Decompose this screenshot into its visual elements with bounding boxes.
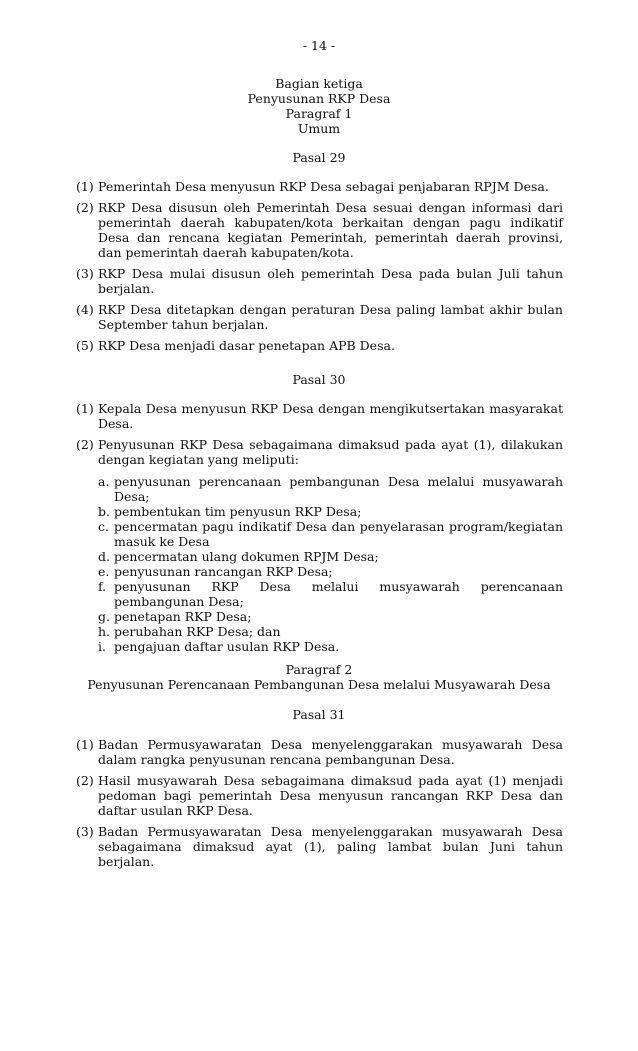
- paragraf-2-heading: [0, 662, 638, 692]
- sub-item: i. pengajuan daftar usulan RKP Desa.: [98, 639, 340, 654]
- page-number: - 14 -: [302, 38, 336, 53]
- bagian-title: Penyusunan RKP Desa: [247, 91, 391, 106]
- list-item: (4) RKP Desa ditetapkan dengan peraturan Desa paling lambat akhir bulan September tahun berjalan.: [76, 302, 563, 332]
- list-item: (2) RKP Desa disusun oleh Pemerintah Desa sesuai dengan informasi dari pemerintah daerah kabupaten/kota berkaitan dengan pagu indikatif Desa dan rencana kegiatan Pemerintah, pemerintah daerah provinsi, dan pemerintah daerah kabupaten/kota.: [76, 200, 563, 260]
- sub-item: g. penetapan RKP Desa;: [98, 609, 252, 624]
- list-item: (2) Hasil musyawarah Desa sebagaimana dimaksud pada ayat (1) menjadi pedoman bagi pemerintah Desa menyusun rancangan RKP Desa dan daftar usulan RKP Desa.: [76, 773, 563, 818]
- paragraf-label: Paragraf 1: [285, 106, 353, 121]
- pasal-29-title: Pasal 29: [292, 150, 346, 165]
- section-heading: [0, 76, 638, 136]
- paragraf-2-title: Penyusunan Perencanaan Pembangunan Desa melalui Musyawarah Desa: [87, 677, 551, 692]
- sub-item: b. pembentukan tim penyusun RKP Desa;: [98, 504, 362, 519]
- list-item: (2) Penyusunan RKP Desa sebagaimana dimaksud pada ayat (1), dilakukan dengan kegiatan yang meliputi: a. penyusunan perencanaan pembangunan Desa melalui musyawarah Desa; b. pembentukan tim penyusun RKP Desa; c. pencermatan pagu indikatif Desa dan penyelarasan program/kegiatan masuk ke Desa d. pencermatan ulang dokumen RPJM Desa; e. penyusunan rancangan RKP Desa; f. penyusunan RKP Desa melalui musyawarah perencanaan pembangunan Desa; g. penetapan RKP Desa; h. perubahan RKP Desa; dan i. pengajuan daftar usulan RKP Desa.: [76, 437, 563, 654]
- sub-item: c. pencermatan pagu indikatif Desa dan penyelarasan program/kegiatan masuk ke Desa: [98, 519, 563, 549]
- list-item: (3) Badan Permusyawaratan Desa menyelenggarakan musyawarah Desa sebagaimana dimaksud ayat (1), paling lambat bulan Juni tahun berjalan.: [76, 824, 563, 869]
- sub-item: f. penyusunan RKP Desa melalui musyawarah perencanaan pembangunan Desa;: [98, 579, 563, 609]
- pasal-30-title: Pasal 30: [292, 372, 346, 387]
- sub-list: [98, 474, 563, 654]
- pasal-31-items: [76, 737, 563, 875]
- list-item: (3) RKP Desa mulai disusun oleh pemerintah Desa pada bulan Juli tahun berjalan.: [76, 266, 563, 296]
- pasal-30-items: [76, 401, 563, 660]
- sub-item: e. penyusunan rancangan RKP Desa;: [98, 564, 333, 579]
- sub-item: a. penyusunan perencanaan pembangunan Desa melalui musyawarah Desa;: [98, 474, 563, 504]
- sub-item: h. perubahan RKP Desa; dan: [98, 624, 281, 639]
- pasal-31-title: Pasal 31: [292, 707, 346, 722]
- paragraf-2-label: Paragraf 2: [285, 662, 353, 677]
- bagian-label: Bagian ketiga: [275, 76, 363, 91]
- list-item: (1) Badan Permusyawaratan Desa menyelenggarakan musyawarah Desa dalam rangka penyusunan rencana pembangunan Desa.: [76, 737, 563, 767]
- list-item: (5) RKP Desa menjadi dasar penetapan APB Desa.: [76, 338, 395, 353]
- pasal-29-items: [76, 179, 563, 359]
- paragraf-title: Umum: [297, 121, 341, 136]
- list-item: (1) Kepala Desa menyusun RKP Desa dengan mengikutsertakan masyarakat Desa.: [76, 401, 563, 431]
- sub-item: d. pencermatan ulang dokumen RPJM Desa;: [98, 549, 379, 564]
- list-item: (1) Pemerintah Desa menyusun RKP Desa sebagai penjabaran RPJM Desa.: [76, 179, 549, 194]
